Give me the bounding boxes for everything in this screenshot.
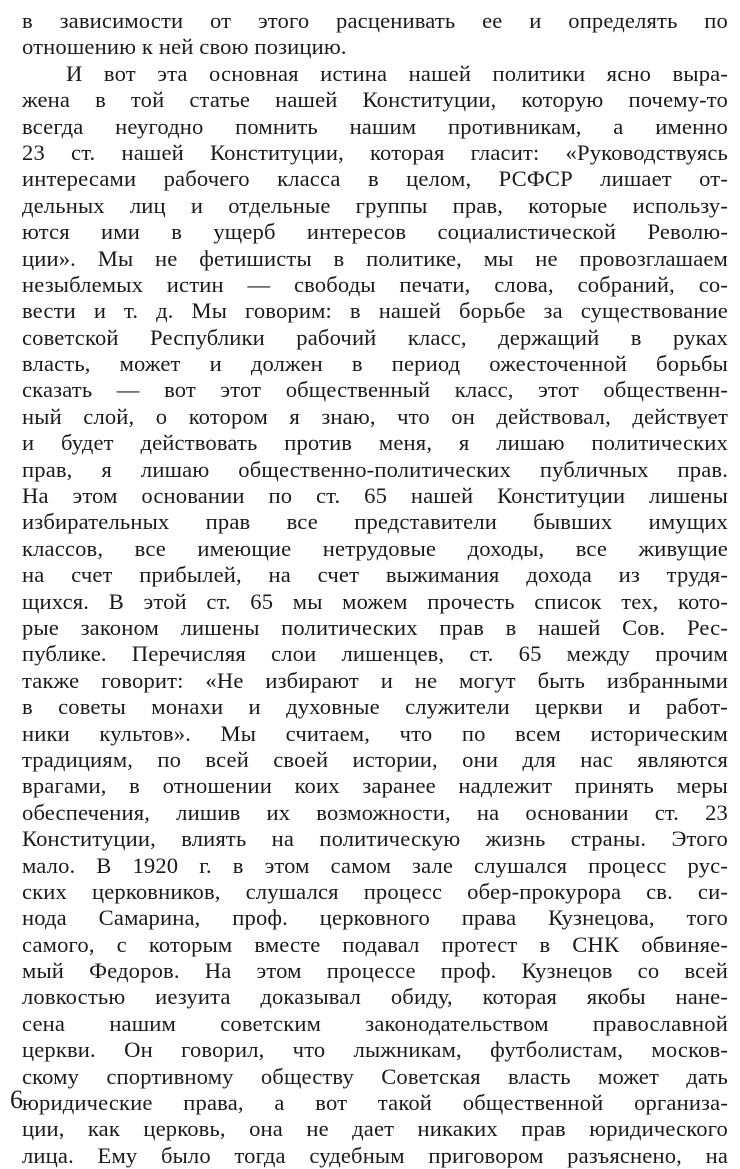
document-page: [22, 8, 728, 1169]
text-line: рые законом лишены политических прав в нашей Сов. Рес-: [22, 614, 728, 640]
text-line: сена нашим советским законодательством православной: [22, 1010, 728, 1036]
text-line: всегда неугодно помнить нашим противникам, а именно: [22, 113, 728, 139]
text-line: мало. В 1920 г. в этом самом зале слушался процесс рус-: [22, 852, 728, 878]
text-line: врагами, в отношении коих заранее надлежит принять меры: [22, 773, 728, 799]
text-line: также говорит: «Не избирают и не могут быть избранными: [22, 667, 728, 693]
text-line: ции, как церковь, она не дает никаких прав юридического: [22, 1116, 728, 1142]
text-line: публике. Перечисляя слои лишенцев, ст. 65 между прочим: [22, 641, 728, 667]
text-line: классов, все имеющие нетрудовые доходы, все живущие: [22, 535, 728, 561]
text-line: На этом основании по ст. 65 нашей Конституции лишены: [22, 483, 728, 509]
text-line: Конституции, влиять на политическую жизнь страны. Этого: [22, 826, 728, 852]
text-line: в зависимости от этого расценивать ее и определять по: [22, 8, 728, 33]
text-line: интересами рабочего класса в целом, РСФСР лишает от-: [22, 166, 728, 192]
text-line: в советы монахи и духовные служители церкви и работ-: [22, 694, 728, 720]
text-line: щихся. В этой ст. 65 мы можем прочесть список тех, кото-: [22, 588, 728, 614]
text-line: советской Республики рабочий класс, держащий в руках: [22, 324, 728, 350]
text-line: ются ими в ущерб интересов социалистической Револю-: [22, 219, 728, 245]
text-line: лица. Ему было тогда судебным приговором разъяснено, на: [22, 1142, 728, 1168]
text-line: жена в той статье нашей Конституции, которую почему-то: [22, 87, 728, 113]
text-line: вести и т. д. Мы говорим: в нашей борьбе за существование: [22, 298, 728, 324]
text-line: ловкостью иезуита доказывал обиду, которая якобы нане-: [22, 984, 728, 1010]
text-line: дельных лиц и отдельные группы прав, которые использу-: [22, 192, 728, 218]
text-line: сказать — вот этот общественный класс, этот общественн-: [22, 377, 728, 403]
text-line: отношению к ней свою позицию.: [22, 34, 347, 60]
text-line: на счет прибылей, на счет выжимания дохода из трудя-: [22, 562, 728, 588]
text-line: и будет действовать против меня, я лишаю политических: [22, 430, 728, 456]
text-line: И вот эта основная истина нашей политики ясно выра-: [66, 60, 728, 86]
text-line: юридические права, а вот такой общественной организа-: [22, 1090, 728, 1116]
text-line: самого, с которым вместе подавал протест в СНК обвиняе-: [22, 931, 728, 957]
text-line: прав, я лишаю общественно-политических публичных прав.: [22, 456, 728, 482]
text-line: традициям, по всей своей истории, они для нас являются: [22, 746, 728, 772]
text-line: 23 ст. нашей Конституции, которая гласит: «Руководствуясь: [22, 139, 728, 165]
text-line: ники культов». Мы считаем, что по всем историческим: [22, 720, 728, 746]
text-line: скому спортивному обществу Советская власть может дать: [22, 1063, 728, 1089]
text-line: церкви. Он говорил, что лыжникам, футболистам, москов-: [22, 1037, 728, 1063]
text-line: обеспечения, лишив их возможности, на основании ст. 23: [22, 799, 728, 825]
text-line: незыблемых истин — свободы печати, слова, собраний, со-: [22, 271, 728, 297]
text-line: избирательных прав все представители бывших имущих: [22, 509, 728, 535]
text-line: нода Самарина, проф. церковного права Кузнецова, того: [22, 905, 728, 931]
text-line: власть, может и должен в период ожесточенной борьбы: [22, 351, 728, 377]
text-line: мый Федоров. На этом процессе проф. Кузнецов со всей: [22, 958, 728, 984]
page-number: 6: [10, 1085, 23, 1114]
text-line: ный слой, о котором я знаю, что он действовал, действует: [22, 403, 728, 429]
text-line: ции». Мы не фетишисты в политике, мы не провозглашаем: [22, 245, 728, 271]
text-line: ских церковников, слушался процесс обер-прокурора св. си-: [22, 878, 728, 904]
